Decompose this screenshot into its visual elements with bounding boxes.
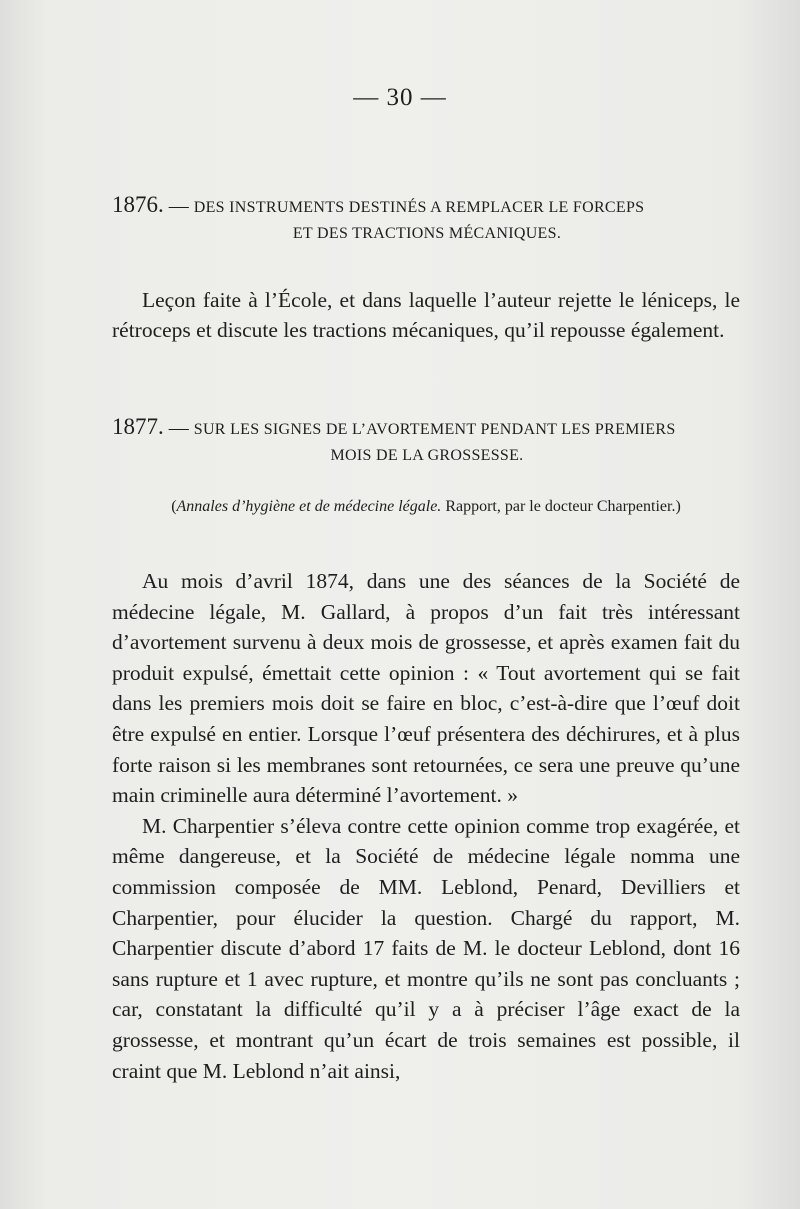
entry-dash: — (168, 417, 189, 439)
citation-journal: Annales d’hygiène et de médecine légale. (176, 498, 442, 515)
entry-number: 1877. (112, 414, 164, 439)
entry-title-line2: MOIS DE LA GROSSESSE. (330, 447, 524, 464)
entry-heading-1876 (112, 192, 742, 247)
paragraph: M. Charpentier s’éleva contre cette opinion comme trop exagérée, et même dangereuse, et la Société de médecine légale nomma une commission composée de MM. Leblond, Penard, Devilliers et Charpentier, pour élucider la question. Chargé du rapport, M. Charpentier discute d’abord 17 faits de M. le docteur Leblond, dont 16 sans rupture et 1 avec rupture, et montre qu’ils ne sont pas concluants ; car, constatant la difficulté qu’il y a à préciser l’âge exact de la grossesse, et montrant qu’un écart de trois semaines est possible, il craint que M. Leblond n’ait ainsi, (112, 813, 740, 1083)
entry-number: 1876. (112, 192, 164, 217)
page-number: — 30 — (353, 84, 447, 111)
entry-title-line2: ET DES TRACTIONS MÉCANIQUES. (292, 225, 562, 242)
entry-title: SUR LES SIGNES DE L’AVORTEMENT PENDANT LES PREMIERS (193, 421, 676, 438)
paragraph: Au mois d’avril 1874, dans une des séances de la Société de médecine légale, M. Gallard, à propos d’un fait très intéressant d’avortement survenu à deux mois de grossesse, et après examen fait du produit expulsé, émettait cette opinion : « Tout avortement qui se fait dans les premiers mois doit se faire en bloc, c’est-à-dire que l’œuf doit être expulsé en entier. Lorsque l’œuf présentera des déchirures, et à plus forte raison si les membranes sont retournées, ce sera une preuve qu’une main criminelle aura déterminé l’avortement. » (112, 569, 740, 808)
entry-body-1876 (112, 286, 740, 345)
entry-title: DES INSTRUMENTS DESTINÉS A REMPLACER LE FORCEPS (193, 199, 645, 216)
entry-dash: — (168, 195, 189, 217)
citation-open: ( (171, 498, 177, 515)
paragraph: Leçon faite à l’École, et dans laquelle l’auteur rejette le léniceps, le rétroceps et discute les tractions mécaniques, qu’il repousse également. (112, 288, 740, 342)
entry-heading-1877 (112, 414, 742, 469)
citation (112, 496, 740, 518)
citation-rest: Rapport, par le docteur Charpentier.) (441, 498, 681, 515)
entry-body-1877 (112, 566, 740, 1086)
